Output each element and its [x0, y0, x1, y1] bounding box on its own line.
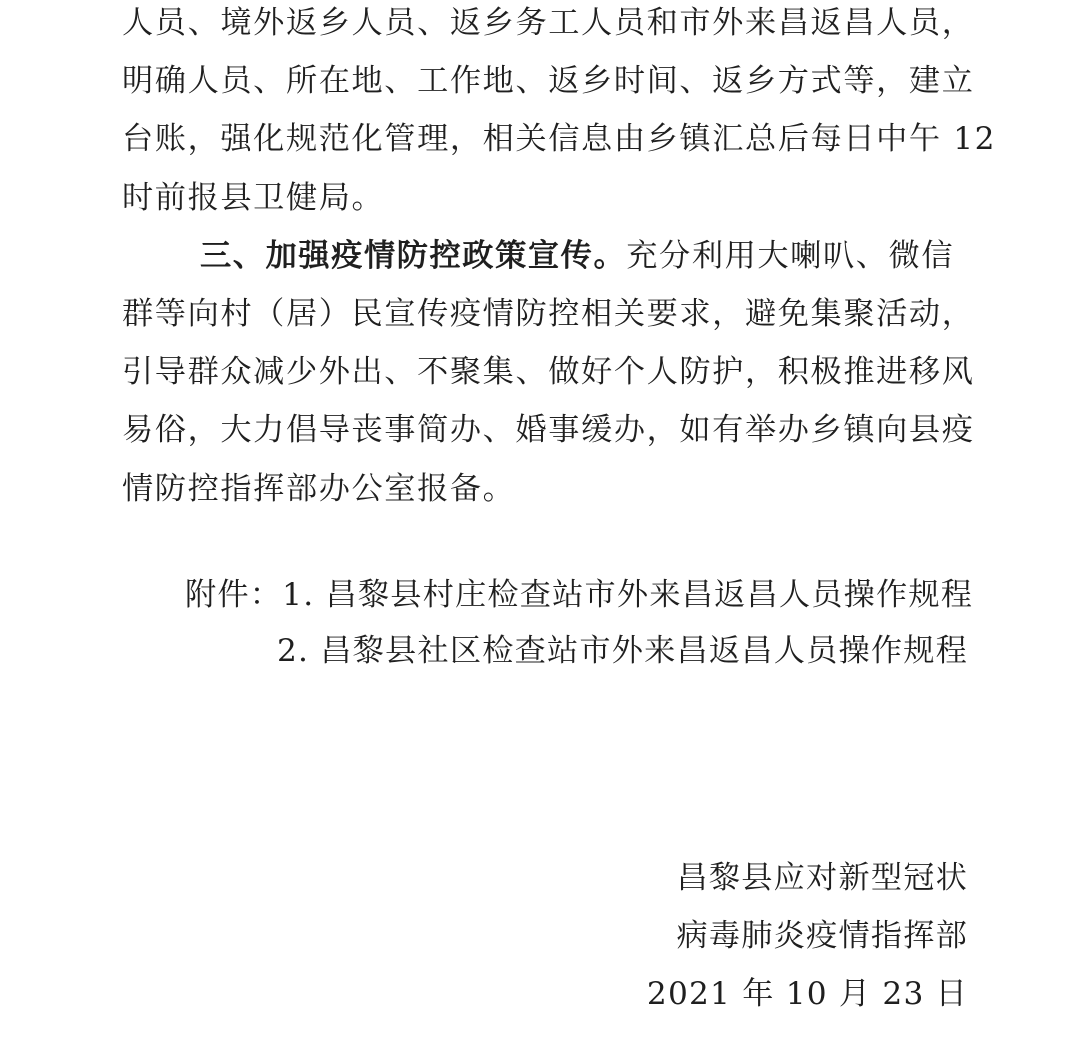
- section-3-first-line-text: 充分利用大喇叭、微信: [626, 237, 955, 274]
- section-3-first-line: [122, 227, 968, 285]
- body-line-2: 明确人员、所在地、工作地、返乡时间、返乡方式等，建立: [122, 63, 975, 100]
- signature-date: 2021 年 10 月 23 日: [646, 976, 968, 1012]
- signature-org-line-2: 病毒肺炎疫情指挥部: [676, 918, 968, 954]
- section-3-line-4: 易俗，大力倡导丧事简办、婚事缓办，如有举办乡镇向县疫: [122, 412, 975, 449]
- section-3-line-3: 引导群众减少外出、不聚集、做好个人防护，积极推进移风: [122, 354, 975, 391]
- body-line-1: 人员、境外返乡人员、返乡务工人员和市外来昌返昌人员，: [122, 5, 975, 41]
- body-line-4: 时前报县卫健局。: [122, 179, 385, 216]
- section-3-line-2: 群等向村（居）民宣传疫情防控相关要求，避免集聚活动，: [122, 296, 975, 333]
- signature-org-line-1: 昌黎县应对新型冠状: [676, 860, 968, 896]
- signature-block: [647, 849, 968, 1023]
- body-line-3: 台账，强化规范化管理，相关信息由乡镇汇总后每日中午 12: [122, 121, 997, 158]
- attachment-item-1: 1. 昌黎县村庄检查站市外来昌返昌人员操作规程: [282, 577, 974, 613]
- attachment-item-2: 2. 昌黎县社区检查站市外来昌返昌人员操作规程: [277, 633, 969, 669]
- section-3-heading: 三、加强疫情防控政策宣传。: [200, 237, 627, 274]
- document-body: [122, 0, 997, 518]
- attachments-block: [185, 567, 974, 679]
- attachment-line-1: [185, 567, 974, 623]
- attachments-label: 附件：: [185, 577, 283, 613]
- section-3-line-5: 情防控指挥部办公室报备。: [122, 470, 516, 507]
